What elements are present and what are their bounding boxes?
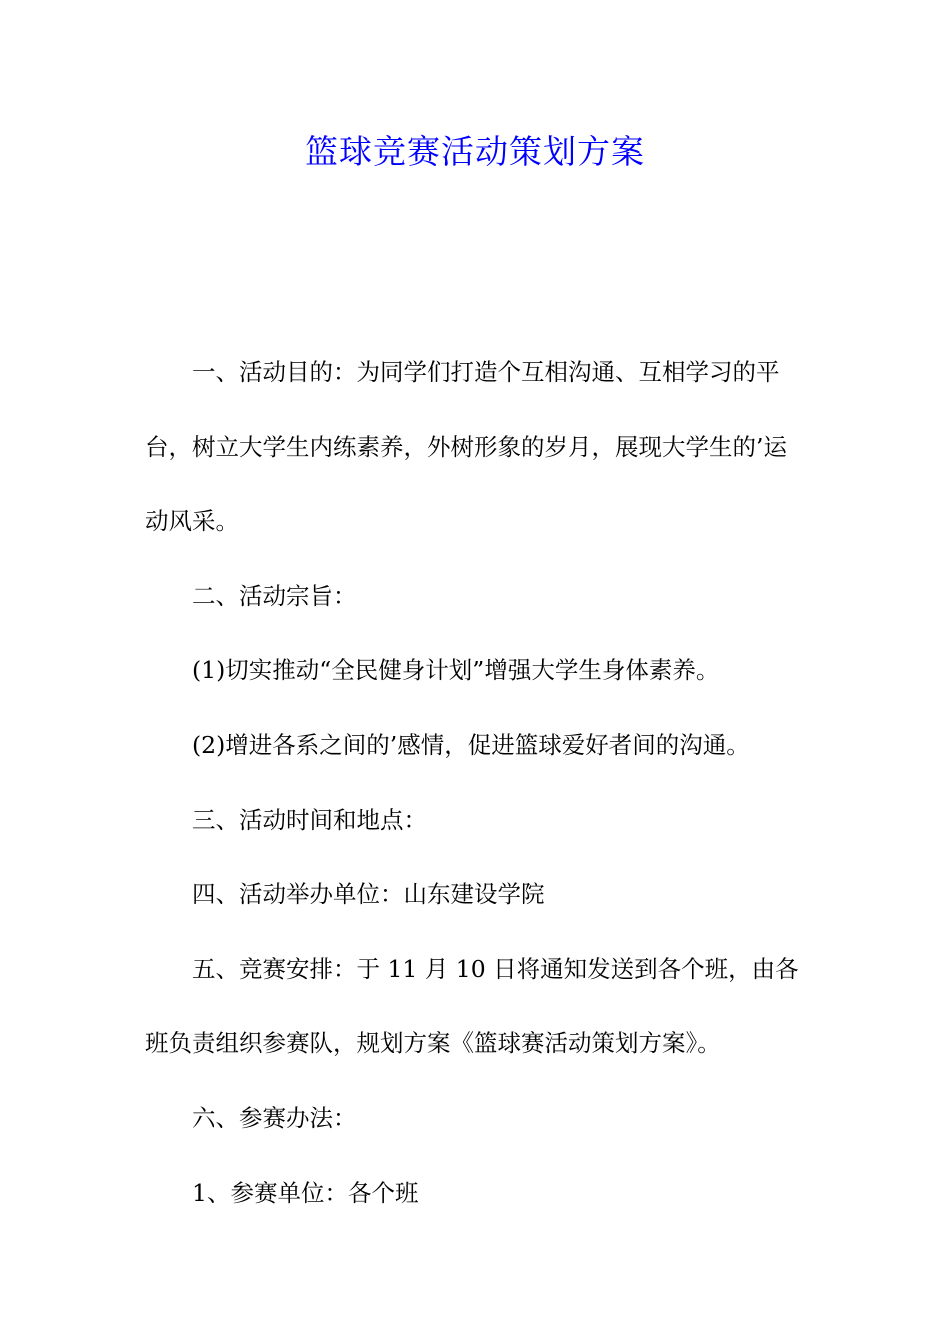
paragraph-purpose: 一、活动目的：为同学们打造个互相沟通、互相学习的平台，树立大学生内练素养，外树形象的岁月，展现大学生的’运动风采。 <box>145 358 787 536</box>
paragraph-aim-2: (2)增进各系之间的’感情，促进篮球爱好者间的沟通。 <box>192 730 750 759</box>
document-title: 篮球竞赛活动策划方案 <box>305 132 645 171</box>
document-body <box>145 335 810 1230</box>
paragraph-aim-heading: 二、活动宗旨： <box>192 581 357 610</box>
paragraph-participants: 1、参赛单位：各个班 <box>192 1178 419 1207</box>
paragraph-organizer: 四、活动举办单位：山东建设学院 <box>192 880 545 909</box>
paragraph-aim-1: (1)切实推动“全民健身计划”增强大学生身体素养。 <box>192 656 720 685</box>
paragraph-schedule: 五、竞赛安排：于 11 月 10 日将通知发送到各个班，由各班负责组织参赛队，规划方案《篮球赛活动策划方案》。 <box>145 954 799 1058</box>
paragraph-method-heading: 六、参赛办法： <box>192 1103 357 1132</box>
paragraph-time-place: 三、活动时间和地点： <box>192 805 427 834</box>
